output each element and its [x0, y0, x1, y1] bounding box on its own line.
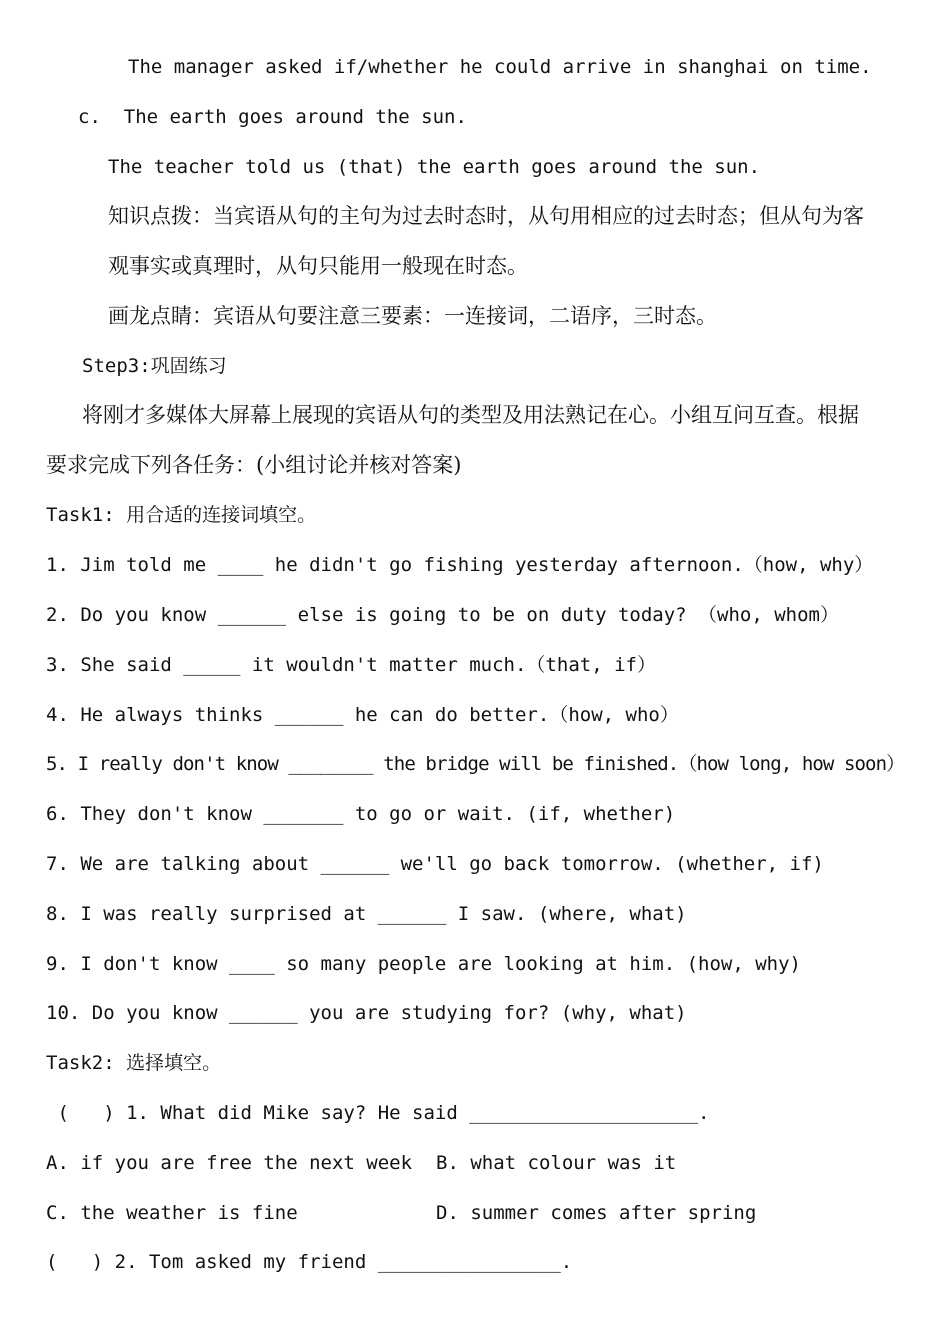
example-c-sentence: c. The earth goes around the sun. [78, 106, 467, 128]
task1-item: 4. He always thinks ______ he can do better.（how, who） [46, 704, 679, 726]
task2-q1-option-d: D. summer comes after spring [436, 1202, 757, 1224]
task2-q1-option-a: A. if you are free the next week [46, 1152, 413, 1174]
task2-question-2: ( ) 2. Tom asked my friend ________________. [46, 1251, 573, 1273]
task2-q1-option-c: C. the weather is fine [46, 1202, 298, 1224]
task2-q1-option-b: B. what colour was it [436, 1152, 677, 1174]
task1-item: 2. Do you know ______ else is going to be on duty today? （who, whom） [46, 604, 839, 626]
step3-intro-line1: 将刚才多媒体大屏幕上展现的宾语从句的类型及用法熟记在心。小组互问互查。根据 [82, 403, 859, 427]
example-b-answer: The manager asked if/whether he could arrive in shanghai on time. [128, 56, 872, 78]
step3-intro-line2: 要求完成下列各任务：(小组讨论并核对答案) [46, 453, 462, 477]
knowledge-tip-line1: 知识点拨：当宾语从句的主句为过去时态时，从句用相应的过去时态；但从句为客 [108, 204, 864, 228]
example-c-answer: The teacher told us (that) the earth goes around the sun. [108, 156, 761, 178]
task1-heading: Task1: 用合适的连接词填空。 [46, 504, 317, 526]
task1-item: 8. I was really surprised at ______ I saw. (where, what) [46, 903, 687, 925]
task2-question-1: ( ) 1. What did Mike say? He said ____________________. [46, 1102, 710, 1124]
summary-tip: 画龙点睛：宾语从句要注意三要素：一连接词，二语序，三时态。 [108, 304, 717, 328]
task2-heading: Task2: 选择填空。 [46, 1052, 222, 1074]
task1-item: 9. I don't know ____ so many people are looking at him. (how, why) [46, 953, 801, 975]
task1-item: 6. They don't know _______ to go or wait. (if, whether) [46, 803, 676, 825]
task1-item: 7. We are talking about ______ we'll go back tomorrow. (whether, if) [46, 853, 824, 875]
task1-item: 1. Jim told me ____ he didn't go fishing yesterday afternoon.（how, why） [46, 554, 874, 576]
task1-item: 10. Do you know ______ you are studying for? (why, what) [46, 1002, 687, 1024]
step3-heading: Step3:巩固练习 [82, 355, 227, 377]
task1-item: 3. She said _____ it wouldn't matter much.（that, if） [46, 654, 656, 676]
knowledge-tip-line2: 观事实或真理时，从句只能用一般现在时态。 [108, 254, 528, 278]
task1-item: 5. I really don't know ________ the bridge will be finished.（how long, how soon） [46, 753, 905, 775]
